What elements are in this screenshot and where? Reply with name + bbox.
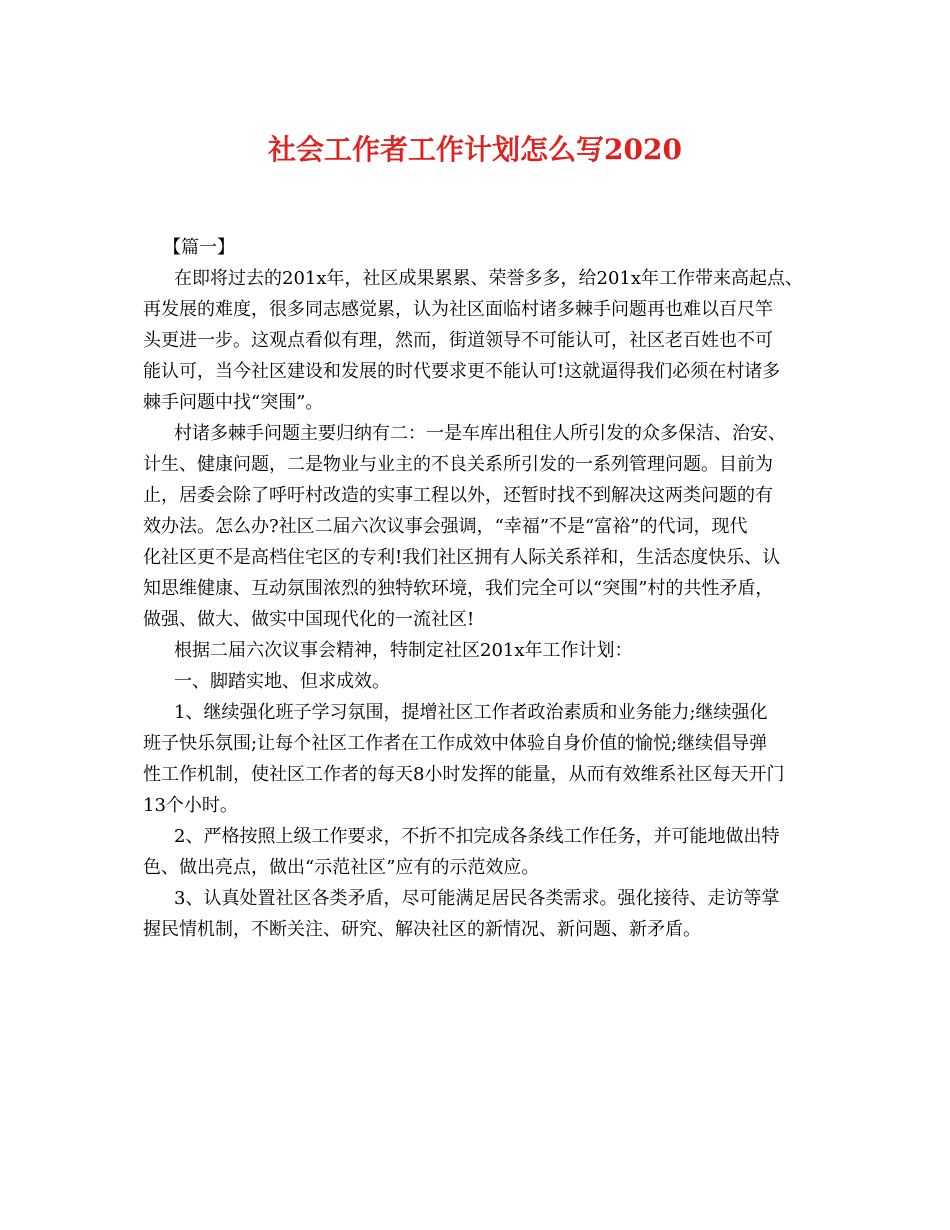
text-line: 根据二届六次议事会精神，特制定社区201x年工作计划： bbox=[174, 640, 633, 661]
paragraph-2 bbox=[143, 418, 833, 635]
text-line: 1、继续强化班子学习氛围，提增社区工作者政治素质和业务能力;继续强化 bbox=[174, 702, 768, 723]
document-body bbox=[143, 232, 833, 945]
text-line: 13个小时。 bbox=[143, 795, 238, 816]
document-title: 社会工作者工作计划怎么写2020 bbox=[268, 133, 682, 166]
text-line: 再发展的难度，很多同志感觉累，认为社区面临村诸多棘手问题再也难以百尺竿 bbox=[143, 299, 773, 320]
text-line: 在即将过去的201x年，社区成果累累、荣誉多多，给201x年工作带来高起点、 bbox=[174, 268, 804, 289]
paragraph-3 bbox=[143, 635, 833, 666]
text-line: 3、认真处置社区各类矛盾，尽可能满足居民各类需求。强化接待、走访等掌 bbox=[174, 888, 780, 909]
text-line: 性工作机制，使社区工作者的每天8小时发挥的能量，从而有效维系社区每天开门 bbox=[143, 764, 785, 785]
text-line: 知思维健康、互动氛围浓烈的独特软环境，我们完全可以“突围”村的共性矛盾， bbox=[143, 578, 774, 599]
list-item-3 bbox=[143, 883, 833, 945]
text-line: 班子快乐氛围;让每个社区工作者在工作成效中体验自身价值的愉悦;继续倡导弹 bbox=[143, 733, 768, 754]
text-line: 村诸多棘手问题主要归纳有二：一是车库出租住人所引发的众多保洁、治安、 bbox=[174, 423, 786, 444]
text-line: 能认可，当今社区建设和发展的时代要求更不能认可!这就逼得我们必须在村诸多 bbox=[143, 361, 781, 382]
text-line: 握民情机制，不断关注、研究、解决社区的新情况、新问题、新矛盾。 bbox=[143, 919, 701, 940]
text-line: 头更进一步。这观点看似有理，然而，街道领导不可能认可，社区老百姓也不可 bbox=[143, 330, 773, 351]
text-line: 色、做出亮点，做出“示范社区”应有的示范效应。 bbox=[143, 857, 540, 878]
heading-1 bbox=[143, 666, 833, 697]
text-line: 一、脚踏实地、但求成效。 bbox=[174, 671, 390, 692]
text-line: 棘手问题中找“突围”。 bbox=[143, 392, 324, 413]
text-line: 计生、健康问题，二是物业与业主的不良关系所引发的一系列管理问题。目前为 bbox=[143, 454, 773, 475]
text-line: 2、严格按照上级工作要求，不折不扣完成各条线工作任务，并可能地做出特 bbox=[174, 826, 780, 847]
list-item-2 bbox=[143, 821, 833, 883]
text-line: 做强、做大、做实中国现代化的一流社区! bbox=[143, 609, 475, 630]
text-line: 化社区更不是高档住宅区的专利!我们社区拥有人际关系祥和，生活态度快乐、认 bbox=[143, 547, 781, 568]
paragraph-1 bbox=[143, 263, 833, 418]
section-label: 【篇一】 bbox=[163, 237, 235, 258]
list-item-1 bbox=[143, 697, 833, 821]
text-line: 效办法。怎么办?社区二届六次议事会强调，“幸福”不是“富裕”的代词，现代 bbox=[143, 516, 748, 537]
text-line: 止，居委会除了呼吁村改造的实事工程以外，还暂时找不到解决这两类问题的有 bbox=[143, 485, 773, 506]
